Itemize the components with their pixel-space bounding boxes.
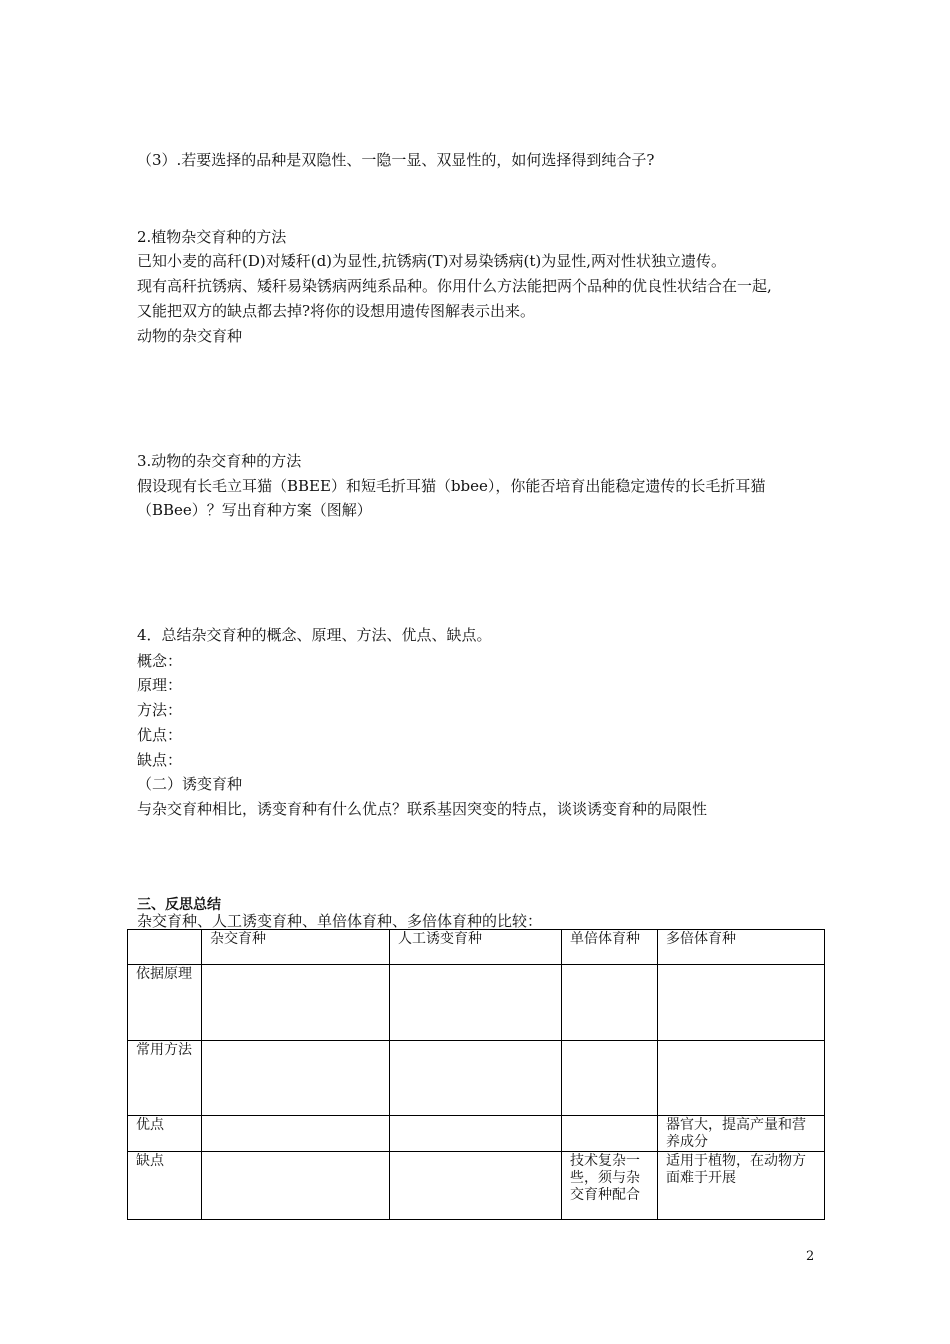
section-3-line-2: （BBee）？写出育种方案（图解） bbox=[137, 501, 372, 519]
table-row bbox=[128, 965, 825, 1041]
table-cell bbox=[390, 1041, 562, 1116]
table-cell: 器官大，提高产量和营养成分 bbox=[658, 1116, 825, 1152]
section-2-line-4: 动物的杂交育种 bbox=[137, 327, 243, 345]
header-cell-empty bbox=[128, 930, 202, 965]
comparison-table bbox=[127, 929, 825, 1220]
table-cell bbox=[562, 1041, 658, 1116]
row-label-principle: 依据原理 bbox=[128, 965, 202, 1041]
table-cell bbox=[202, 965, 390, 1041]
row-label-method: 常用方法 bbox=[128, 1041, 202, 1116]
table-cell bbox=[562, 1116, 658, 1152]
section-2-line-3: 又能把双方的缺点都去掉?将你的设想用遗传图解表示出来。 bbox=[137, 302, 536, 320]
table-row bbox=[128, 1116, 825, 1152]
table-cell: 技术复杂一些，须与杂交育种配合 bbox=[562, 1152, 658, 1220]
row-label-disadvantage: 缺点 bbox=[128, 1152, 202, 1220]
method-label: 方法： bbox=[137, 701, 183, 719]
table-cell bbox=[202, 1152, 390, 1220]
comparison-subtitle: 杂交育种、人工诱变育种、单倍体育种、多倍体育种的比较： bbox=[137, 912, 543, 930]
section-3-line-1: 假设现有长毛立耳猫（BBEE）和短毛折耳猫（bbee），你能否培育出能稳定遗传的长毛折耳猫 bbox=[137, 477, 766, 495]
header-mutation: 人工诱变育种 bbox=[390, 930, 562, 965]
table-cell bbox=[202, 1041, 390, 1116]
section-3-title: 3.动物的杂交育种的方法 bbox=[137, 452, 302, 470]
section-2-title: 2.植物杂交育种的方法 bbox=[137, 228, 287, 246]
section-2-line-2: 现有高秆抗锈病、矮秆易染锈病两纯系品种。你用什么方法能把两个品种的优良性状结合在一起, bbox=[137, 277, 772, 295]
section-2-line-1: 已知小麦的高秆(D)对矮秆(d)为显性,抗锈病(T)对易染锈病(t)为显性,两对性状独立遗传。 bbox=[137, 252, 727, 270]
table-row bbox=[128, 1152, 825, 1220]
table-cell bbox=[658, 965, 825, 1041]
mutation-question: 与杂交育种相比，诱变育种有什么优点？联系基因突变的特点，谈谈诱变育种的局限性 bbox=[137, 800, 708, 818]
header-polyploid: 多倍体育种 bbox=[658, 930, 825, 965]
table-cell bbox=[390, 1116, 562, 1152]
table-cell bbox=[390, 965, 562, 1041]
header-haploid: 单倍体育种 bbox=[562, 930, 658, 965]
question-3: （3）.若要选择的品种是双隐性、一隐一显、双显性的，如何选择得到纯合子? bbox=[137, 151, 655, 169]
principle-label: 原理： bbox=[137, 676, 183, 694]
table-cell bbox=[562, 965, 658, 1041]
mutation-title: （二）诱变育种 bbox=[137, 775, 243, 793]
page-number: 2 bbox=[806, 1249, 815, 1264]
table-header-row bbox=[128, 930, 825, 965]
table-cell bbox=[390, 1152, 562, 1220]
advantage-label: 优点： bbox=[137, 726, 183, 744]
table-row bbox=[128, 1041, 825, 1116]
header-hybrid: 杂交育种 bbox=[202, 930, 390, 965]
disadvantage-label: 缺点： bbox=[137, 751, 183, 769]
row-label-advantage: 优点 bbox=[128, 1116, 202, 1152]
concept-label: 概念： bbox=[137, 652, 183, 670]
reflection-heading: 三、反思总结 bbox=[137, 897, 221, 913]
table-cell bbox=[202, 1116, 390, 1152]
table-cell bbox=[658, 1041, 825, 1116]
table-cell: 适用于植物，在动物方面难于开展 bbox=[658, 1152, 825, 1220]
section-4-title: 4．总结杂交育种的概念、原理、方法、优点、缺点。 bbox=[137, 626, 492, 644]
